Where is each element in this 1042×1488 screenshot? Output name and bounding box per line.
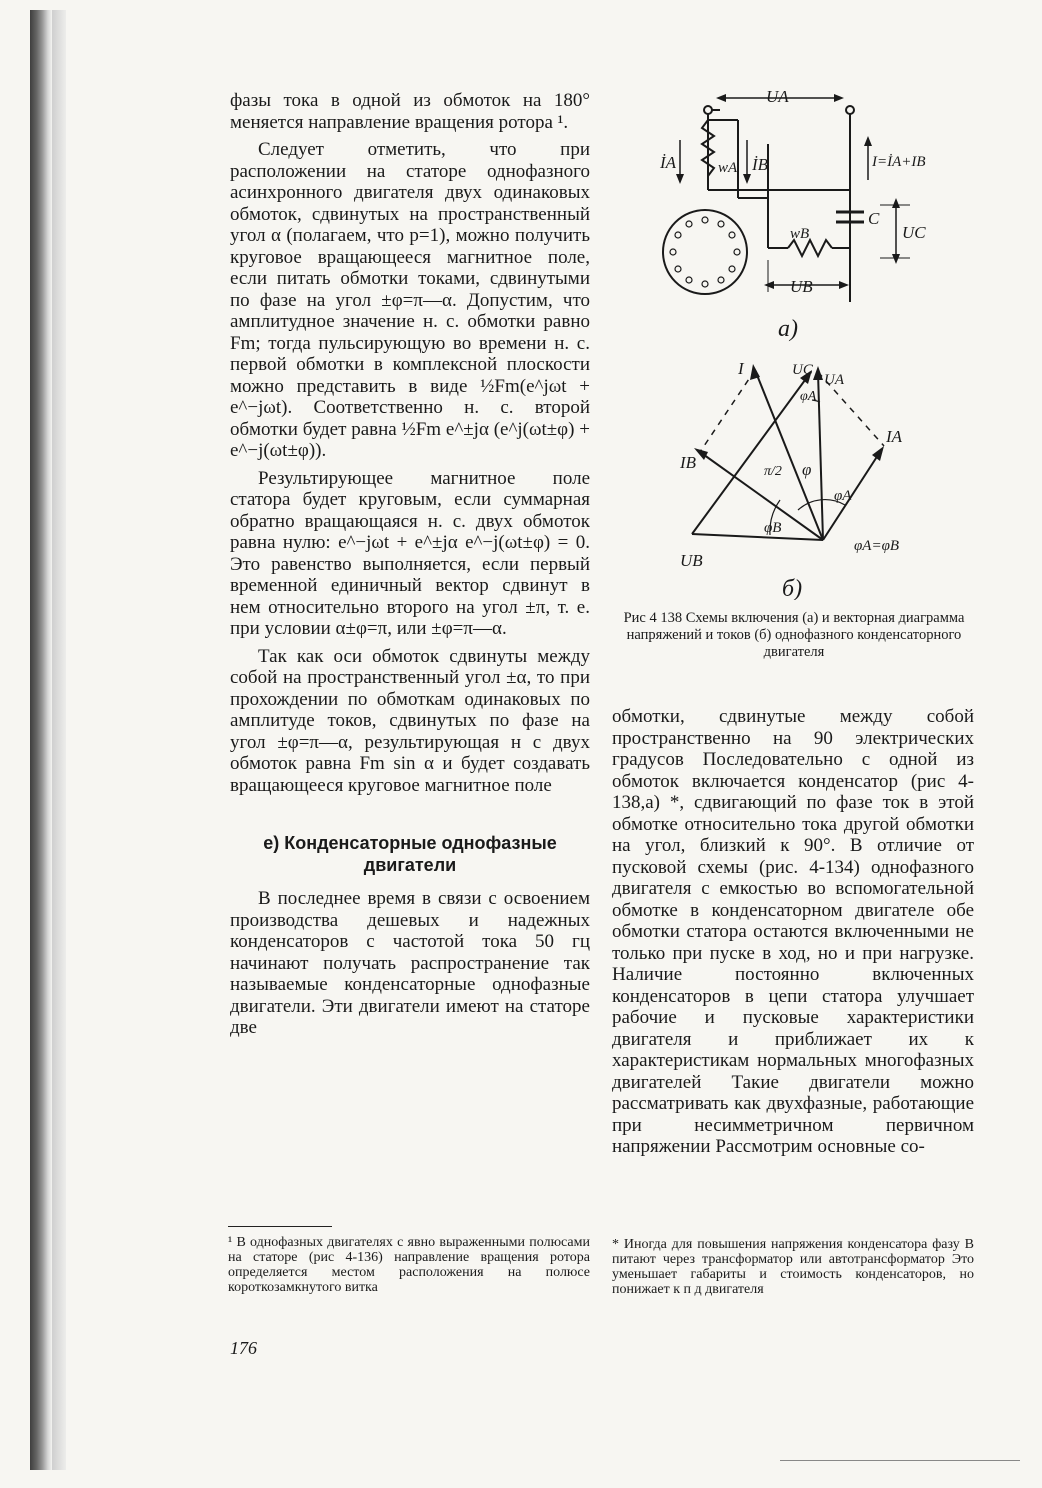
vec-label-phiB: φB bbox=[764, 520, 782, 536]
vec-label-UB: UB bbox=[680, 551, 703, 570]
left-paragraph-2: Следует отметить, что при расположении на статоре однофазного асинхронного двигателя двух одинаковых обмоток, сдвинутых на пространственный угол α (полагаем, что p=1), можно получить круговое вращающееся магнитное поле, если питать обмотки токами, сдвинутыми по фазе на угол ±φ=π—α. Допустим, что амплитудное значение н. с. обмотки равно Fm; тогда пульсирующую во времени н. с. первой обмотки в комплексной плоскости можно представить в виде ½Fm(e^jωt + e^−jωt). Соответственно н. с. второй обмотки будет равна ½Fm e^±jα (e^j(ωt±φ) + e^−j(ωt±φ)). bbox=[230, 139, 590, 461]
label-UB: UB bbox=[790, 277, 813, 296]
label-UC: UC bbox=[902, 223, 926, 242]
bottom-edge-line bbox=[780, 1460, 1020, 1461]
label-IB: İB bbox=[752, 155, 769, 174]
label-wA: wA bbox=[718, 160, 738, 176]
left-paragraph-5: В последнее время в связи с освоением производства дешевых и надежных конденсаторов с частотой тока 50 гц начинают получать распространение так называемые конденсаторные однофазные двигатели. Эти двигатели имеют на статоре две bbox=[230, 888, 590, 1038]
vec-label-IB: IB bbox=[680, 453, 697, 472]
vec-label-IA: IA bbox=[886, 427, 903, 446]
left-paragraph-3: Результирующее магнитное поле статора будет круговым, если суммарная обратно вращающаяся н. с. двух обмоток равна нулю: e^−jωt + e^±jα e^−j(ωt±φ) = 0. Это равенство выполняется, если первый временной единичный вектор сдвинут в нем относительно второго на угол ±π, т. е. при условии α±φ=π, или ±φ=π—α. bbox=[230, 467, 590, 639]
label-a: а) bbox=[778, 316, 798, 342]
footnote-right: * Иногда для повышения напряжения конденсатора фазу В питают через трансформатор или автотрансформатор Это уменьшает габариты и стоимость конденсаторов, но понижает к п д двигателя bbox=[612, 1237, 974, 1297]
section-heading: е) Конденсаторные однофазные двигатели bbox=[263, 833, 557, 875]
label-b: б) bbox=[782, 576, 803, 600]
vector-diagram-b bbox=[692, 364, 884, 540]
circuit-diagram-a bbox=[663, 94, 910, 302]
figure-caption: Рис 4 138 Схемы включения (а) и векторная диаграмма напряжений и токов (б) однофазного конденсаторного двигателя bbox=[623, 610, 965, 660]
figure-4-138 bbox=[640, 80, 940, 600]
vec-label-phiA: φA bbox=[834, 488, 852, 504]
right-column bbox=[612, 706, 974, 1164]
left-paragraph-1: фазы тока в одной из обмоток на 180° меняется направление вращения ротора ¹. bbox=[230, 90, 590, 133]
page-number: 176 bbox=[230, 1338, 257, 1358]
right-paragraph-1: обмотки, сдвинутые между собой пространственно на 90 электрических градусов Последовательно с одной из обмоток включается конденсатор (рис 4-138,а) *, сдвигающий по фазе ток в этой обмотке относительно тока другой обмотки на угол, близкий к 90°. В отличие от пусковой схемы (рис. 4-134) однофазного двигателя с емкостью во вспомогательной обмотке в конденсаторном двигателе обе обмотки статора остаются включенными не только при пуске в ход, но и при нагрузке. Наличие постоянно включенных конденсаторов в цепи статора улучшает рабочие и пусковые характеристики двигателя и приближает их к характеристикам нормальных многофазных двигателей Такие двигатели можно рассматривать как двухфазные, работающие при несимметричном первичном напряжении Рассмотрим основные со- bbox=[612, 706, 974, 1157]
vec-label-phi: φ bbox=[802, 460, 812, 479]
vec-label-pi2: π/2 bbox=[764, 464, 782, 479]
vec-label-UA: UA bbox=[824, 372, 844, 388]
left-column bbox=[230, 90, 590, 1045]
label-IA: İA bbox=[660, 153, 677, 172]
left-paragraph-4: Так как оси обмоток сдвинуты между собой на пространственный угол ±α, то при прохождении по обмоткам одинаковых по амплитуде токов, сдвинутых по фазе на угол ±φ=π—α, результирующая н с двух обмоток равна Fm sin α и будет создавать вращающееся круговое магнитное поле bbox=[230, 645, 590, 796]
label-I-sum: I=İA+IB bbox=[872, 154, 926, 170]
book-spine-gradient bbox=[52, 10, 66, 1470]
vec-label-phiA-top: φA bbox=[800, 389, 817, 404]
label-C: C bbox=[868, 209, 880, 228]
vec-label-UC: UC bbox=[792, 362, 813, 378]
footnote-left: ¹ В однофазных двигателях с явно выраженными полюсами на статоре (рис 4-136) направление вращения ротора определяется местом расположения на полюсе короткозамкнутого витка bbox=[228, 1235, 590, 1295]
footnote-rule-left bbox=[228, 1226, 332, 1227]
label-wB: wB bbox=[790, 226, 810, 242]
label-UA: UA bbox=[766, 87, 789, 106]
vec-label-I: I bbox=[738, 359, 744, 378]
book-spine-shadow bbox=[30, 10, 52, 1470]
vec-label-phi-eq: φA=φB bbox=[854, 538, 900, 554]
